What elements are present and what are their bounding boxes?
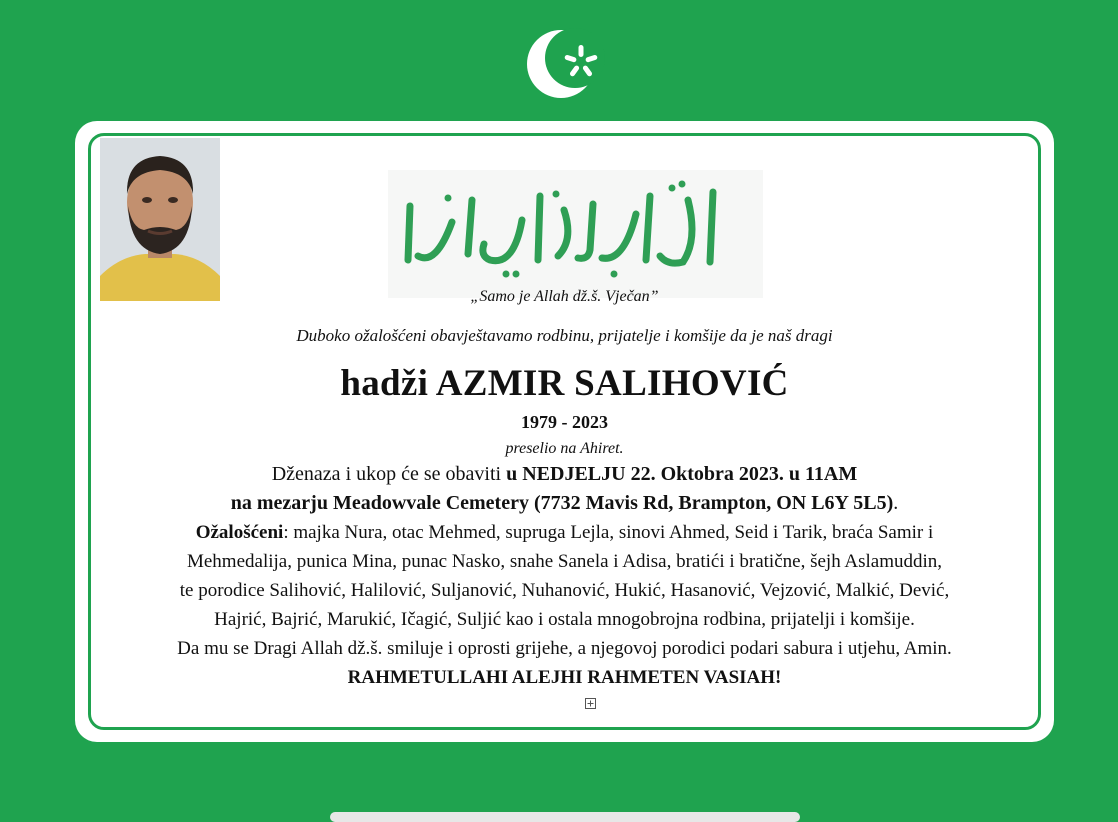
location: na mezarju Meadowvale Cemetery (7732 Mavis Rd, Brampton, ON L6Y 5L5) — [230, 492, 894, 514]
mourners-line-3: te porodice Salihović, Halilović, Suljanović, Nuhanović, Hukić, Hasanović, Vejzović, Malkić, Dević, — [179, 580, 950, 601]
funeral-prefix: Dženaza i ukop će se obaviti — [271, 463, 507, 485]
funeral-date: u NEDJELJU 22. Oktobra 2023. u 11AM — [506, 463, 858, 485]
prayer-line: Da mu se Dragi Allah dž.š. smiluje i oprosti grijehe, a njegovoj porodici podari sabura i utjehu, Amin. — [177, 638, 952, 659]
years: 1979 - 2023 — [521, 412, 608, 432]
arabic-calligraphy-banner — [388, 170, 763, 298]
expand-square-icon[interactable] — [585, 698, 596, 709]
mourners-label: Ožalošćeni — [195, 522, 284, 543]
funeral-line — [75, 463, 1054, 486]
scroll-indicator — [330, 812, 800, 822]
quote: „Samo je Allah dž.š. Vječan” — [470, 288, 659, 305]
crescent-star-icon — [519, 22, 611, 106]
location-end: . — [893, 492, 899, 514]
portrait-photo — [100, 138, 220, 301]
intro-text: Duboko ožalošćeni obavještavamo rodbinu, prijatelje i komšije da je naš dragi — [296, 326, 833, 345]
location-line — [75, 492, 1054, 515]
mourners-text-1: : majka Nura, otac Mehmed, supruga Lejla, sinovi Ahmed, Seid i Tarik, braća Samir i — [283, 522, 934, 543]
passed-text: preselio na Ahiret. — [505, 440, 624, 457]
mourners-line-4: Hajrić, Bajrić, Marukić, Ičagić, Suljić kao i ostala mnogobrojna rodbina, prijatelji i komšije. — [214, 609, 915, 630]
deceased-name: hadži AZMIR SALIHOVIĆ — [340, 363, 789, 404]
mourners-line-2: Mehmedalija, punica Mina, punac Nasko, snahe Sanela i Adisa, bratići i bratične, šejh Aslamuddin, — [186, 551, 943, 572]
closing-line: RAHMETULLAHI ALEJHI RAHMETEN VASIAH! — [347, 667, 782, 688]
mourners-line-1 — [75, 522, 1054, 544]
